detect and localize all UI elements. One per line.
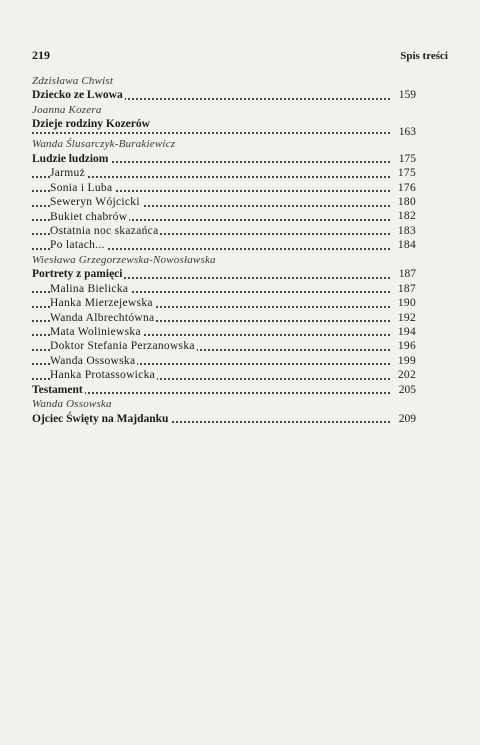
toc-entry xyxy=(32,224,416,238)
toc-entry xyxy=(32,412,416,426)
toc-entry-title: Hanka Mierzejewska xyxy=(50,297,153,310)
toc-entry xyxy=(32,210,416,224)
dot-leader xyxy=(32,132,390,134)
page-number: 219 xyxy=(32,48,50,62)
toc-entry-title: Zdzisława Chwist xyxy=(32,75,114,87)
toc-entry-title: Dziecko ze Lwowa xyxy=(32,89,123,102)
toc-entry-title: Sonia i Luba xyxy=(50,181,113,194)
toc-entry-page: 205 xyxy=(395,383,416,397)
toc-entry-page: 182 xyxy=(394,209,416,223)
toc-entry-title: Wiesława Grzegorzewska-Nowosławska xyxy=(32,253,216,266)
toc-entry xyxy=(32,311,416,325)
toc-entry-title: Ojciec Święty na Majdanku xyxy=(32,412,169,425)
toc-author xyxy=(32,253,416,267)
toc-entry-title: Malina Bielicka xyxy=(50,282,129,295)
toc-entry xyxy=(32,368,416,382)
toc-entry-title: Hanka Protassowicka xyxy=(50,369,156,382)
toc-entry-page: 175 xyxy=(394,166,416,180)
toc-entry-title: Ludzie ludziom xyxy=(32,152,109,165)
toc-author xyxy=(32,397,416,411)
toc-entry-page: 163 xyxy=(395,125,416,139)
toc-entry-title: Wanda Albrechtówna xyxy=(50,311,155,324)
toc-entry xyxy=(32,339,416,353)
toc-entry xyxy=(32,181,416,195)
running-head: Spis treści xyxy=(400,50,448,62)
toc-entry xyxy=(32,354,416,368)
toc-entry-title: Wanda Ślusarczyk-Burakiewicz xyxy=(32,138,176,151)
toc-entry xyxy=(32,152,416,166)
toc-entry-page: 184 xyxy=(394,238,416,252)
toc-entry xyxy=(32,296,416,310)
dot-leader xyxy=(32,392,390,394)
toc-entry-page: 187 xyxy=(395,267,416,281)
toc-entry-page: 202 xyxy=(394,368,416,382)
toc-author xyxy=(32,74,416,88)
toc-author xyxy=(32,103,416,117)
toc-entry-title: Jarmuż xyxy=(50,167,86,180)
toc-entry-page: 175 xyxy=(395,152,416,166)
toc-entry xyxy=(32,383,416,397)
toc-entry-page: 192 xyxy=(394,311,416,325)
table-of-contents xyxy=(32,74,416,426)
toc-entry-title: Wanda Ossowska xyxy=(50,354,136,367)
toc-entry xyxy=(32,195,416,209)
toc-author xyxy=(32,137,416,151)
toc-entry-title: Testament xyxy=(32,383,83,396)
toc-entry xyxy=(32,282,416,296)
toc-entry-title: Bukiet chabrów xyxy=(50,210,128,223)
toc-entry xyxy=(32,325,416,339)
toc-entry-page: 196 xyxy=(394,339,416,353)
toc-entry xyxy=(32,267,416,281)
toc-entry-title: Po latach... xyxy=(50,239,105,252)
toc-entry-page: 209 xyxy=(395,412,416,426)
toc-entry-page: 176 xyxy=(394,181,416,195)
toc-entry xyxy=(32,88,416,102)
toc-entry-page: 199 xyxy=(394,354,416,368)
toc-entry-page: 194 xyxy=(394,325,416,339)
toc-entry xyxy=(32,166,416,180)
toc-entry xyxy=(32,117,416,137)
toc-entry-page: 183 xyxy=(394,224,416,238)
toc-entry-title: Joanna Kozera xyxy=(32,103,102,116)
toc-entry-page: 187 xyxy=(394,282,416,296)
toc-entry-page: 180 xyxy=(394,195,416,209)
toc-entry-title: Dzieje rodziny Kozerów xyxy=(32,118,150,131)
toc-entry-title: Ostatnia noc skazańca xyxy=(50,224,159,237)
toc-entry-page: 190 xyxy=(394,296,416,310)
toc-entry-title: Portrety z pamięci xyxy=(32,268,123,281)
toc-entry xyxy=(32,238,416,252)
toc-entry-page: 159 xyxy=(395,88,416,102)
toc-entry-title: Doktor Stefania Perzanowska xyxy=(50,340,195,353)
toc-entry-title: Seweryn Wójcicki xyxy=(50,196,140,209)
toc-entry-title: Mata Woliniewska xyxy=(50,326,141,338)
toc-entry-title: Wanda Ossowska xyxy=(32,398,112,411)
